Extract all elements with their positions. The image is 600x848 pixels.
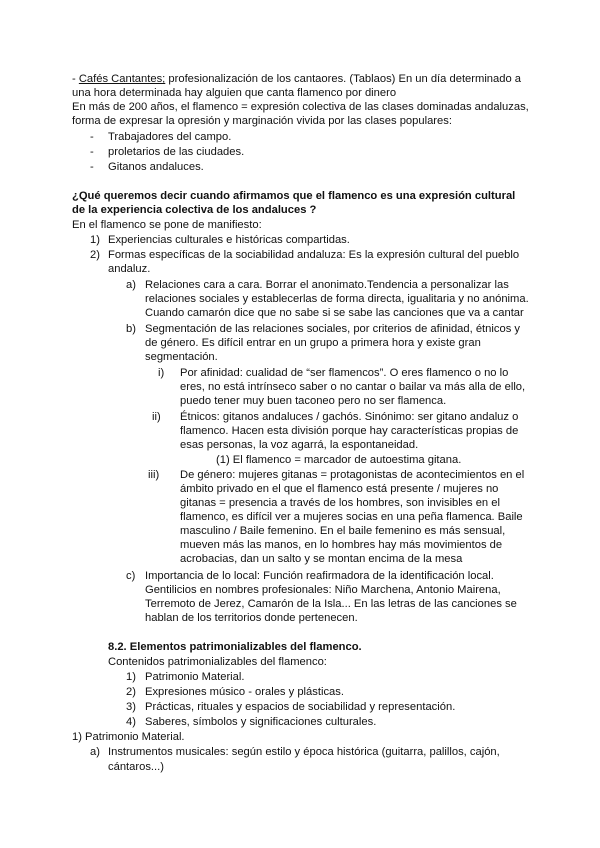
bullet-item: proletarios de las ciudades. <box>108 146 245 158</box>
item-iii-line-1: De género: mujeres gitanas = protagonistas de acontecimientos en el <box>180 469 525 481</box>
item-ii-sub: (1) El flamenco = marcador de autoestima gitana. <box>216 454 462 466</box>
sub-heading: 1) Patrimonio Material. <box>72 731 185 743</box>
item-b-line-1: Segmentación de las relaciones sociales, por criterios de afinidad, étnicos y <box>145 323 520 335</box>
roman-marker: iii) <box>148 469 160 481</box>
list-letter: a) <box>126 279 136 291</box>
item-b-line-3: segmentación. <box>145 351 218 363</box>
item-ii-line-1: Étnicos: gitanos andaluces / gachós. Sinónimo: ser gitano andaluz o <box>180 411 519 423</box>
item-c-line-3: Terremoto de Jerez, Camarón de la Isla... En las letras de las canciones se <box>145 598 517 610</box>
item-iii-line-4: flamenco, es difícil ver a mujeres socias en una peña flamenca. Baile <box>180 511 523 523</box>
item-a-line-2: relaciones sociales y establecerlas de forma directa, igualitaria y no anónima. <box>145 293 529 305</box>
item-iii-line-6: mueven más las manos, en lo hombres hay más movimientos de <box>180 539 503 551</box>
list-letter: c) <box>126 570 136 582</box>
item-iii-line-2: ámbito privado en el que el flamenco está presente / mujeres no <box>180 483 499 495</box>
list-number: 1) <box>90 234 100 246</box>
item-i-line-2: eres, no está intrínseco saber o no cantar o bailar va más alla de ello, <box>180 381 526 393</box>
bullet-item: Trabajadores del campo. <box>108 131 232 143</box>
item-iii-line-7: acrobacias, dan un salto y se montan encima de la mesa <box>180 553 463 565</box>
list-item-2-line-2: andaluz. <box>108 263 151 275</box>
intro-line-1: - Cafés Cantantes; profesionalización de los cantaores. (Tablaos) En un día determinado a <box>72 73 522 85</box>
bullet-dash: - <box>90 146 94 158</box>
list-number: 2) <box>126 686 136 698</box>
section-list-item: Patrimonio Material. <box>145 671 245 683</box>
question-heading-line-2: de la experiencia colectiva de los andaluces ? <box>72 204 317 216</box>
bullet-item: Gitanos andaluces. <box>108 161 204 173</box>
item-c-line-2: Gentilicios en nombres profesionales: Niño Marchena, Antonio Mairena, <box>145 584 501 596</box>
list-number: 1) <box>126 671 136 683</box>
section-list-item: Saberes, símbolos y significaciones culturales. <box>145 716 377 728</box>
intro-line-3: En más de 200 años, el flamenco = expresión colectiva de las clases dominadas andaluzas, <box>72 101 529 113</box>
cafes-cantantes-term: Cafés Cantantes; <box>78 73 166 85</box>
bullet-dash: - <box>90 161 94 173</box>
list-number: 3) <box>126 701 136 713</box>
intro-line-2: una hora determinada hay alguien que canta flamenco por dinero <box>72 87 397 99</box>
item-a-line-1: Relaciones cara a cara. Borrar el anonimato.Tendencia a personalizar las <box>145 279 509 291</box>
list-number: 4) <box>126 716 136 728</box>
item-c-line-1: Importancia de lo local: Función reafirmadora de la identificación local. <box>145 570 494 582</box>
item-b-line-2: de género. Es difícil entrar en un grupo a primera hora y existe gran <box>145 337 481 349</box>
section-list-item: Expresiones músico - orales y plásticas. <box>145 686 344 698</box>
intro-line-4: forma de expresar la opresión y marginación vivida por las clases populares: <box>72 115 452 127</box>
list-item-2-line-1: Formas específicas de la sociabilidad andaluza: Es la expresión cultural del pueblo <box>108 249 520 261</box>
item-ii-line-3: esas personas, la voz agarrá, la espontaneidad. <box>180 439 419 451</box>
item-iii-line-3: gitanas = presencia a través de los hombres, son invisibles en el <box>180 497 500 509</box>
item-iii-line-5: masculino / Baile femenino. En el baile femenino es más sensual, <box>180 525 506 537</box>
item-ii-line-2: flamenco. Hacen esta división porque hay características propias de <box>180 425 519 437</box>
cafes-cantantes-text: profesionalización de los cantaores. (Tablaos) En un día determinado a <box>165 73 522 85</box>
list-item-1: Experiencias culturales e históricas compartidas. <box>108 234 350 246</box>
roman-marker: i) <box>158 367 165 379</box>
section-list-item: Prácticas, rituales y espacios de sociabilidad y representación. <box>145 701 456 713</box>
question-lead: En el flamenco se pone de manifiesto: <box>72 219 262 231</box>
item-c-line-4: hablan de los territorios donde pertenecen. <box>145 612 358 624</box>
item-i-line-3: puedo tener muy buen taconeo pero no ser flamenca. <box>180 395 447 407</box>
question-heading-line-1: ¿Qué queremos decir cuando afirmamos que el flamenco es una expresión cultural <box>72 190 516 202</box>
item-a-line-3: Cuando camarón dice que no sabe si se sabe las canciones que va a cantar <box>145 307 524 319</box>
list-letter: b) <box>126 323 136 335</box>
section-heading: 8.2. Elementos patrimonializables del flamenco. <box>108 641 362 653</box>
roman-marker: ii) <box>152 411 161 423</box>
material-item-line-1: Instrumentos musicales: según estilo y época histórica (guitarra, palillos, cajón, <box>108 746 500 758</box>
item-i-line-1: Por afinidad: cualidad de “ser flamencos”. O eres flamenco o no lo <box>180 367 509 379</box>
material-item-line-2: cántaros...) <box>108 761 164 773</box>
bullet-dash: - <box>90 131 94 143</box>
list-number: 2) <box>90 249 100 261</box>
section-lead: Contenidos patrimonializables del flamenco: <box>108 656 327 668</box>
list-letter: a) <box>90 746 100 758</box>
